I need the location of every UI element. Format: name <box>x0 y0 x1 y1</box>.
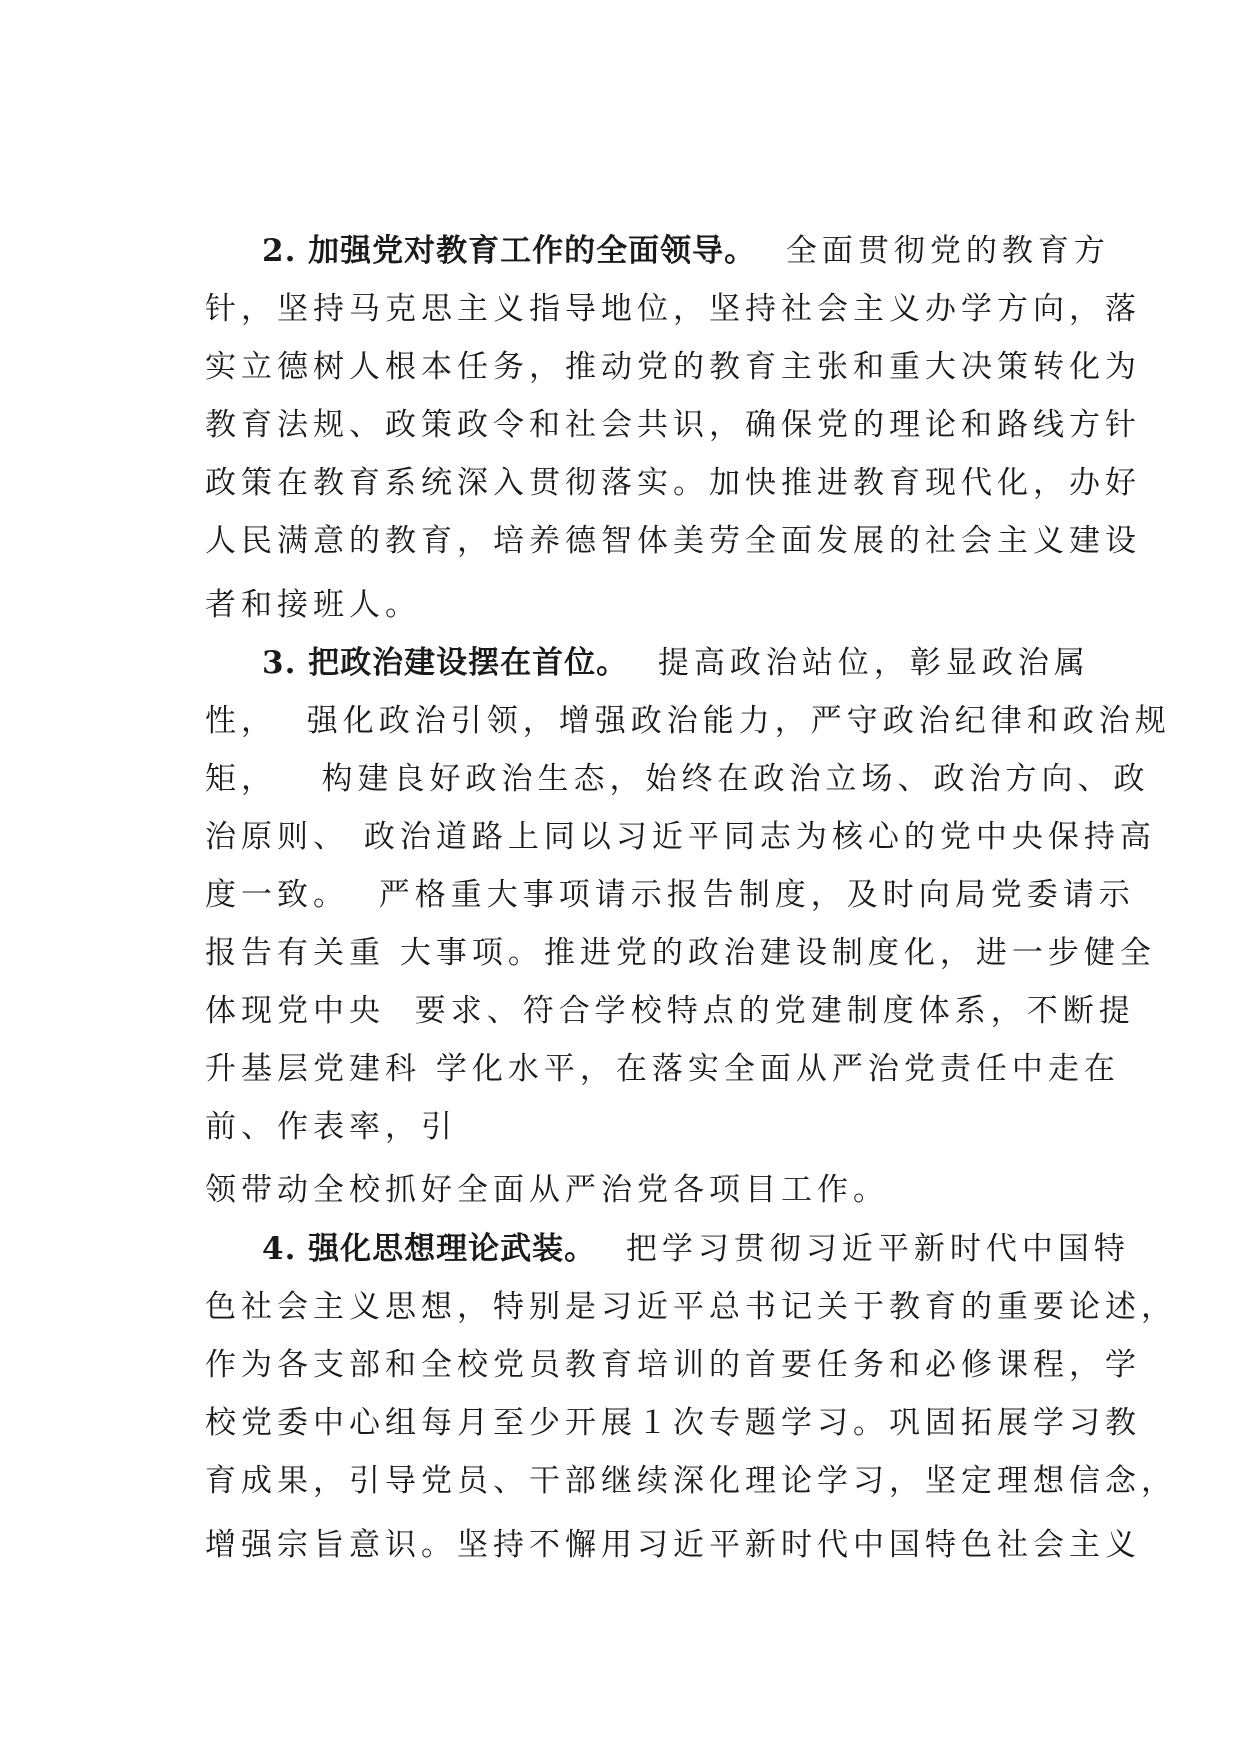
section-2-line-3: 实立德树人根本任务，推动党的教育主张和重大决策转化为 <box>205 349 1141 385</box>
section-3-line-10: 领带动全校抓好全面从严治党各项目工作。 <box>205 1172 889 1208</box>
section-3-line-3: 矩， 构建良好政治生态，始终在政治立场、政治方向、政 <box>205 761 1150 797</box>
section-3-line-5: 度一致。 严格重大事项请示报告制度，及时向局党委请示 <box>205 877 1135 913</box>
section-3-line-4: 治原则、 政治道路上同以习近平同志为核心的党中央保持高 <box>205 819 1156 855</box>
section-4-heading: 4. 强化思想理论武装。 <box>262 1231 597 1267</box>
section-3-heading: 3. 把政治建设摆在首位。 <box>262 645 629 681</box>
section-3-line-1: 提高政治站位，彰显政治属 <box>628 645 1090 681</box>
section-2-line-2: 针，坚持马克思主义指导地位，坚持社会主义办学方向，落 <box>205 291 1141 327</box>
section-2-line-4: 教育法规、政策政令和社会共识，确保党的理论和路线方针 <box>205 407 1141 443</box>
section-4-line-4: 校党委中心组每月至少开展１次专题学习。巩固拓展学习教 <box>205 1405 1141 1441</box>
section-3-line-6: 报告有关重 大事项。推进党的政治建设制度化，进一步健全 <box>205 935 1156 971</box>
section-3-first-line <box>262 643 1090 683</box>
section-3-line-2: 性， 强化政治引领，增强政治能力，严守政治纪律和政治规 <box>205 703 1171 739</box>
section-4-line-5: 育成果，引导党员、干部继续深化理论学习，坚定理想信念， <box>205 1463 1177 1499</box>
section-2-line-1: 全面贯彻党的教育方 <box>756 233 1110 269</box>
section-2-first-line <box>262 231 1110 271</box>
section-2-line-5: 政策在教育系统深入贯彻落实。加快推进教育现代化，办好 <box>205 465 1141 501</box>
section-4-line-1: 把学习贯彻习近平新时代中国特 <box>596 1231 1130 1267</box>
section-2-line-7: 者和接班人。 <box>205 587 421 623</box>
section-2-line-6: 人民满意的教育，培养德智体美劳全面发展的社会主义建设 <box>205 523 1141 559</box>
section-3-line-7: 体现党中央 要求、符合学校特点的党建制度体系，不断提 <box>205 993 1135 1029</box>
section-4-line-6: 增强宗旨意识。坚持不懈用习近平新时代中国特色社会主义 <box>205 1527 1141 1563</box>
section-3-line-8: 升基层党建科 学化水平，在落实全面从严治党责任中走在 <box>205 1051 1120 1087</box>
section-4-line-2: 色社会主义思想，特别是习近平总书记关于教育的重要论述， <box>205 1289 1177 1325</box>
section-4-line-3: 作为各支部和全校党员教育培训的首要任务和必修课程，学 <box>205 1347 1141 1383</box>
section-2-heading: 2. 加强党对教育工作的全面领导。 <box>262 233 757 269</box>
section-3-line-9: 前、作表率，引 <box>205 1109 457 1145</box>
section-4-first-line <box>262 1229 1130 1269</box>
